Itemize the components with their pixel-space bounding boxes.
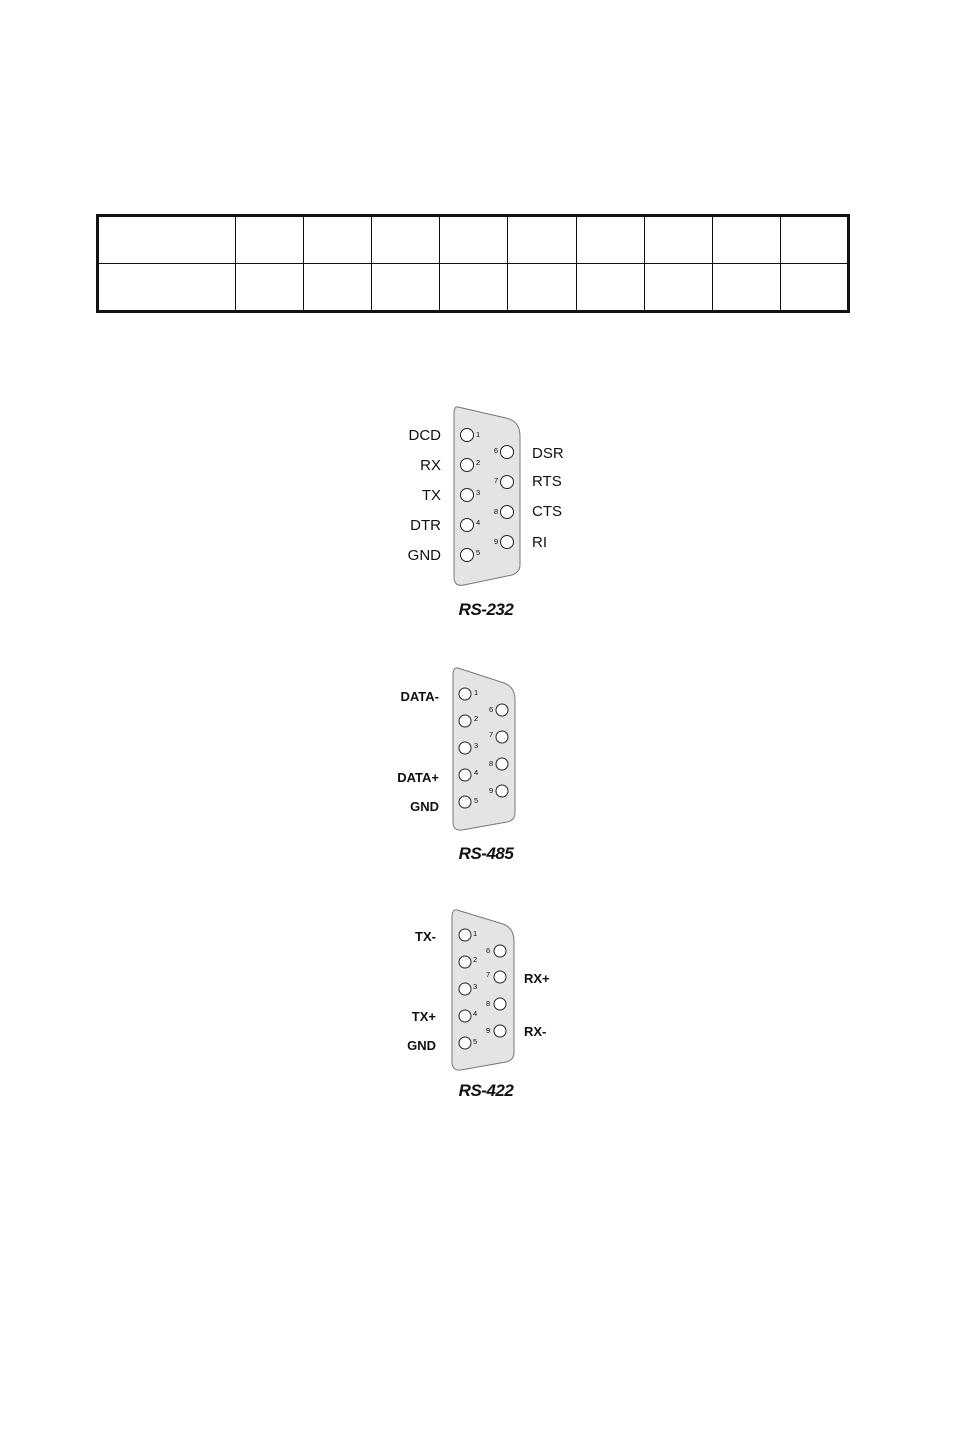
pin-hole xyxy=(501,536,514,549)
pin-number: 7 xyxy=(489,730,494,739)
table-cell xyxy=(508,264,576,312)
pin-hole xyxy=(459,715,471,727)
pin-hole xyxy=(501,506,514,519)
pin-hole xyxy=(459,929,471,941)
table-cell xyxy=(236,216,304,264)
connector-caption: RS-422 xyxy=(458,1081,514,1100)
pin-number: 9 xyxy=(494,537,499,546)
signal-label: RX+ xyxy=(524,971,550,986)
pin-hole xyxy=(501,446,514,459)
signal-label: GND xyxy=(407,1038,436,1053)
connector-caption: RS-232 xyxy=(458,600,514,619)
pin-number: 7 xyxy=(486,970,491,979)
table-cell xyxy=(780,216,848,264)
table-cell xyxy=(644,264,712,312)
pin-number: 1 xyxy=(476,430,481,439)
table-cell xyxy=(712,216,780,264)
signal-label: CTS xyxy=(532,503,562,520)
signal-label: DSR xyxy=(532,445,564,462)
pin-number: 6 xyxy=(486,946,491,955)
pin-number: 8 xyxy=(489,759,494,768)
pin-number: 3 xyxy=(473,982,478,991)
table-cell xyxy=(576,264,644,312)
pin-number: 3 xyxy=(476,488,481,497)
table-row xyxy=(98,264,849,312)
pin-hole xyxy=(459,1010,471,1022)
rs485-connector-diagram xyxy=(0,660,954,870)
pin-hole xyxy=(459,1037,471,1049)
signal-label: DTR xyxy=(410,517,441,534)
pin-hole xyxy=(461,489,474,502)
pin-number: 5 xyxy=(473,1037,478,1046)
pin-number: 2 xyxy=(474,714,479,723)
pin-hole xyxy=(494,1025,506,1037)
pin-hole xyxy=(494,998,506,1010)
pin-number: 6 xyxy=(494,446,499,455)
table-cell xyxy=(98,264,236,312)
table-cell xyxy=(780,264,848,312)
pin-hole xyxy=(459,769,471,781)
signal-label: DATA- xyxy=(400,689,439,704)
table-cell xyxy=(644,216,712,264)
pin-hole xyxy=(461,429,474,442)
pin-number: 4 xyxy=(474,768,479,777)
pin-hole xyxy=(496,785,508,797)
pin-number: 1 xyxy=(473,929,478,938)
pin-number: 3 xyxy=(474,741,479,750)
signal-label: DATA+ xyxy=(397,770,439,785)
pin-assignment-table xyxy=(96,214,850,313)
signal-label: RI xyxy=(532,534,547,551)
table-cell xyxy=(304,216,372,264)
pin-hole xyxy=(459,742,471,754)
pin-number: 9 xyxy=(489,786,494,795)
pin-number: 2 xyxy=(476,458,481,467)
signal-label: TX xyxy=(421,487,441,504)
signal-label: TX- xyxy=(415,929,436,944)
table-cell xyxy=(98,216,236,264)
pin-hole xyxy=(461,549,474,562)
table-cell xyxy=(372,216,440,264)
table-cell xyxy=(304,264,372,312)
pin-hole xyxy=(501,476,514,489)
pin-hole xyxy=(494,945,506,957)
signal-label: TX+ xyxy=(411,1009,436,1024)
pin-number: 4 xyxy=(476,518,481,527)
pin-hole xyxy=(459,688,471,700)
pin-hole xyxy=(459,796,471,808)
connector-caption: RS-485 xyxy=(458,844,514,863)
signal-label: RTS xyxy=(532,473,562,490)
signal-label: GND xyxy=(407,547,441,564)
pin-number: 8 xyxy=(494,507,499,516)
signal-label: RX xyxy=(420,457,441,474)
rs232-connector-diagram xyxy=(0,400,954,630)
pin-number: 7 xyxy=(494,476,499,485)
pin-number: 1 xyxy=(474,688,479,697)
pin-hole xyxy=(459,956,471,968)
signal-label: RX- xyxy=(524,1024,547,1039)
pin-number: 8 xyxy=(486,999,491,1008)
pin-hole xyxy=(494,971,506,983)
signal-label: GND xyxy=(410,799,439,814)
table-cell xyxy=(236,264,304,312)
pin-number: 9 xyxy=(486,1026,491,1035)
pin-number: 2 xyxy=(473,955,478,964)
pin-number: 4 xyxy=(473,1009,478,1018)
table-cell xyxy=(576,216,644,264)
pin-hole xyxy=(459,983,471,995)
pin-hole xyxy=(461,459,474,472)
pin-hole xyxy=(496,704,508,716)
rs422-connector-diagram xyxy=(0,900,954,1110)
pin-hole xyxy=(461,519,474,532)
pin-hole xyxy=(496,731,508,743)
table-cell xyxy=(440,264,508,312)
table-row xyxy=(98,216,849,264)
table-cell xyxy=(508,216,576,264)
table-cell xyxy=(372,264,440,312)
pin-number: 6 xyxy=(489,705,494,714)
signal-label: DCD xyxy=(408,427,441,444)
pin-number: 5 xyxy=(476,548,481,557)
pin-number: 5 xyxy=(474,796,479,805)
pin-hole xyxy=(496,758,508,770)
table-cell xyxy=(440,216,508,264)
table-cell xyxy=(712,264,780,312)
